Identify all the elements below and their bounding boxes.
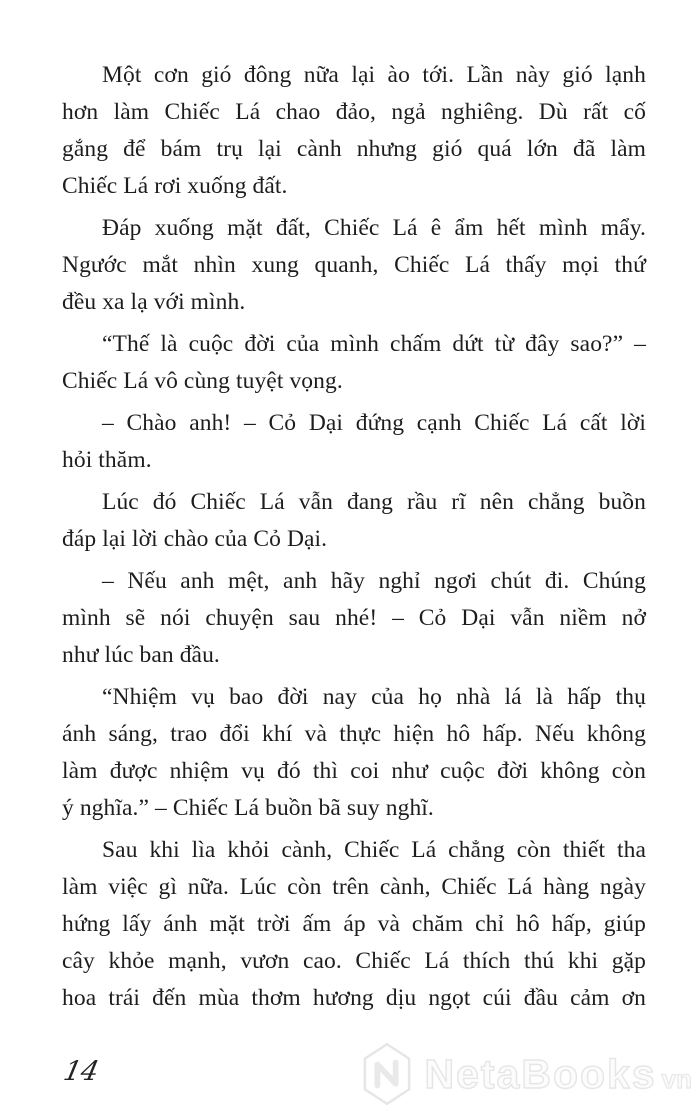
paragraph xyxy=(62,832,646,1017)
text-line: Ngước mắt nhìn xung quanh, Chiếc Lá thấy mọi thứ xyxy=(62,252,646,278)
text-line: “Thế là cuộc đời của mình chấm dứt từ đây sao?” – xyxy=(102,331,646,357)
watermark-text xyxy=(424,1051,692,1098)
text-line: cây khỏe mạnh, vươn cao. Chiếc Lá thích thú khi gặp xyxy=(62,948,646,974)
paragraph xyxy=(62,563,646,674)
text-line: Lúc đó Chiếc Lá vẫn đang rầu rĩ nên chẳng buồn xyxy=(102,489,646,515)
netabooks-watermark xyxy=(362,1042,692,1106)
watermark-tld-text: vn xyxy=(661,1063,692,1094)
text-line: đều xa lạ với mình. xyxy=(62,289,246,315)
text-line: Một cơn gió đông nữa lại ào tới. Lần này gió lạnh xyxy=(102,62,646,88)
netabooks-hexagon-logo-icon xyxy=(362,1042,412,1106)
paragraph xyxy=(62,57,646,205)
paragraph xyxy=(62,679,646,827)
watermark-brand-text: NetaBooks xyxy=(424,1050,657,1097)
text-line: “Nhiệm vụ bao đời nay của họ nhà lá là hấp thụ xyxy=(102,684,646,710)
text-line: hỏi thăm. xyxy=(62,447,152,473)
text-line: làm việc gì nữa. Lúc còn trên cành, Chiếc Lá hàng ngày xyxy=(62,874,646,900)
paragraph xyxy=(62,326,646,400)
text-line: mình sẽ nói chuyện sau nhé! – Cỏ Dại vẫn niềm nở xyxy=(62,605,646,631)
text-line: làm được nhiệm vụ đó thì coi như cuộc đời không còn xyxy=(62,758,646,784)
page-number: 14 xyxy=(60,1056,102,1087)
text-line: – Chào anh! – Cỏ Dại đứng cạnh Chiếc Lá cất lời xyxy=(102,410,646,436)
text-line: Chiếc Lá rơi xuống đất. xyxy=(62,173,288,199)
text-line: ý nghĩa.” – Chiếc Lá buồn bã suy nghĩ. xyxy=(62,795,434,821)
text-line: như lúc ban đầu. xyxy=(62,642,220,668)
text-line: Đáp xuống mặt đất, Chiếc Lá ê ẩm hết mình mẩy. xyxy=(102,215,646,241)
text-line: Sau khi lìa khỏi cành, Chiếc Lá chẳng còn thiết tha xyxy=(102,837,646,863)
paragraph xyxy=(62,484,646,558)
text-line: gắng để bám trụ lại cành nhưng gió quá lớn đã làm xyxy=(62,136,646,162)
text-line: hoa trái đến mùa thơm hương dịu ngọt cúi đầu cảm ơn xyxy=(62,985,646,1011)
text-line: hứng lấy ánh mặt trời ấm áp và chăm chỉ hô hấp, giúp xyxy=(62,911,646,937)
text-line: hơn làm Chiếc Lá chao đảo, ngả nghiêng. Dù rất cố xyxy=(62,99,646,125)
paragraph xyxy=(62,405,646,479)
text-line: ánh sáng, trao đổi khí và thực hiện hô hấp. Nếu không xyxy=(62,721,646,747)
page-text xyxy=(62,57,646,1022)
paragraph xyxy=(62,210,646,321)
text-line: Chiếc Lá vô cùng tuyệt vọng. xyxy=(62,368,343,394)
text-line: đáp lại lời chào của Cỏ Dại. xyxy=(62,526,328,552)
text-line: – Nếu anh mệt, anh hãy nghỉ ngơi chút đi. Chúng xyxy=(102,568,646,594)
